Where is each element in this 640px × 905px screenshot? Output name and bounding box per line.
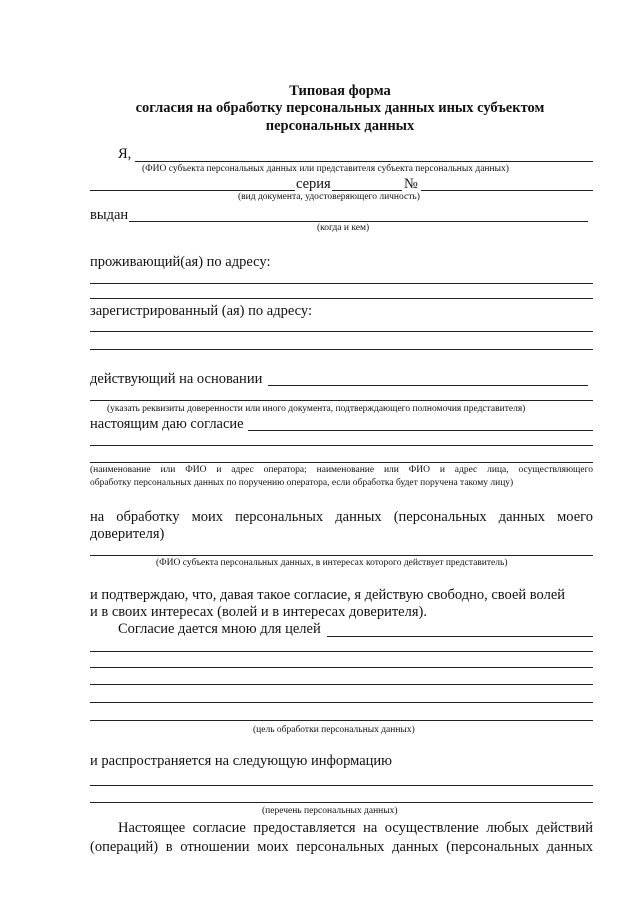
acting-label: действующий на основании — [90, 371, 263, 387]
principal-hint: (ФИО субъекта персональных данных, в интересах которого действует представитель) — [156, 558, 508, 568]
number-field[interactable] — [421, 190, 593, 191]
processing-text-1: на обработку моих персональных данных (персональных данных моего — [90, 509, 593, 525]
operator-field[interactable] — [248, 430, 593, 431]
acting-basis-field[interactable] — [268, 385, 588, 386]
principal-field[interactable] — [90, 555, 593, 556]
final-text-2: (операций) в отношении моих персональных данных (персональных данных — [90, 839, 593, 855]
final-text-1: Настоящее согласие предоставляется на осуществление любых действий — [118, 820, 593, 836]
vydan-label: выдан — [90, 207, 129, 223]
purpose-line-4[interactable] — [90, 684, 593, 685]
confirm-text-1: и подтверждаю, что, давая такое согласие, я действую свободно, своей волей — [90, 587, 566, 603]
purpose-hint: (цель обработки персональных данных) — [253, 725, 415, 735]
seria-field[interactable] — [332, 190, 402, 191]
processing-text-2: доверителя) — [90, 526, 165, 542]
ya-label: Я, — [118, 146, 132, 162]
fio-field[interactable] — [135, 161, 593, 162]
data-list-line-1[interactable] — [90, 785, 593, 786]
vydan-hint: (когда и кем) — [317, 223, 370, 233]
registered-address-line-2[interactable] — [90, 349, 593, 350]
vydan-field[interactable] — [129, 221, 588, 222]
form-subtitle-2: персональных данных — [265, 118, 415, 134]
number-label: № — [404, 176, 418, 192]
seria-label: серия — [296, 176, 331, 192]
registered-label: зарегистрированный (ая) по адресу: — [90, 303, 312, 319]
purpose-line-5[interactable] — [90, 702, 593, 703]
acting-basis-line-2[interactable] — [90, 400, 593, 401]
consent-label: настоящим даю согласие — [90, 416, 244, 432]
data-list-hint: (перечень персональных данных) — [262, 806, 398, 816]
extends-label: и распространяется на следующую информацию — [90, 753, 393, 769]
purpose-field[interactable] — [327, 636, 593, 637]
document-type-field[interactable] — [90, 190, 295, 191]
data-list-line-2[interactable] — [90, 802, 593, 803]
confirm-text-2: и в своих интересах (волей и в интересах доверителя). — [90, 604, 427, 620]
form-title: Типовая форма — [289, 83, 391, 99]
document-hint: (вид документа, удостоверяющего личность) — [238, 192, 420, 202]
purpose-label: Согласие дается мною для целей — [118, 621, 321, 637]
residing-address-line-1[interactable] — [90, 283, 593, 284]
operator-line-3[interactable] — [90, 462, 593, 463]
purpose-line-2[interactable] — [90, 651, 593, 652]
fio-hint: (ФИО субъекта персональных данных или представителя субъекта персональных данных) — [142, 164, 509, 174]
purpose-line-6[interactable] — [90, 720, 593, 721]
operator-hint-2: обработку персональных данных по поручению оператора, если обработка будет поручена такому лицу) — [90, 478, 514, 488]
registered-address-line-1[interactable] — [90, 331, 593, 332]
purpose-line-3[interactable] — [90, 667, 593, 668]
residing-address-line-2[interactable] — [90, 298, 593, 299]
residing-label: проживающий(ая) по адресу: — [90, 254, 271, 270]
operator-hint-1: (наименование или ФИО и адрес оператора; наименование или ФИО и адрес лица, осуществляющего — [90, 465, 593, 475]
acting-hint: (указать реквизиты доверенности или иного документа, подтверждающего полномочия представителя) — [107, 404, 526, 414]
operator-line-2[interactable] — [90, 445, 593, 446]
form-subtitle: согласия на обработку персональных данных иных субъектом — [135, 100, 545, 116]
